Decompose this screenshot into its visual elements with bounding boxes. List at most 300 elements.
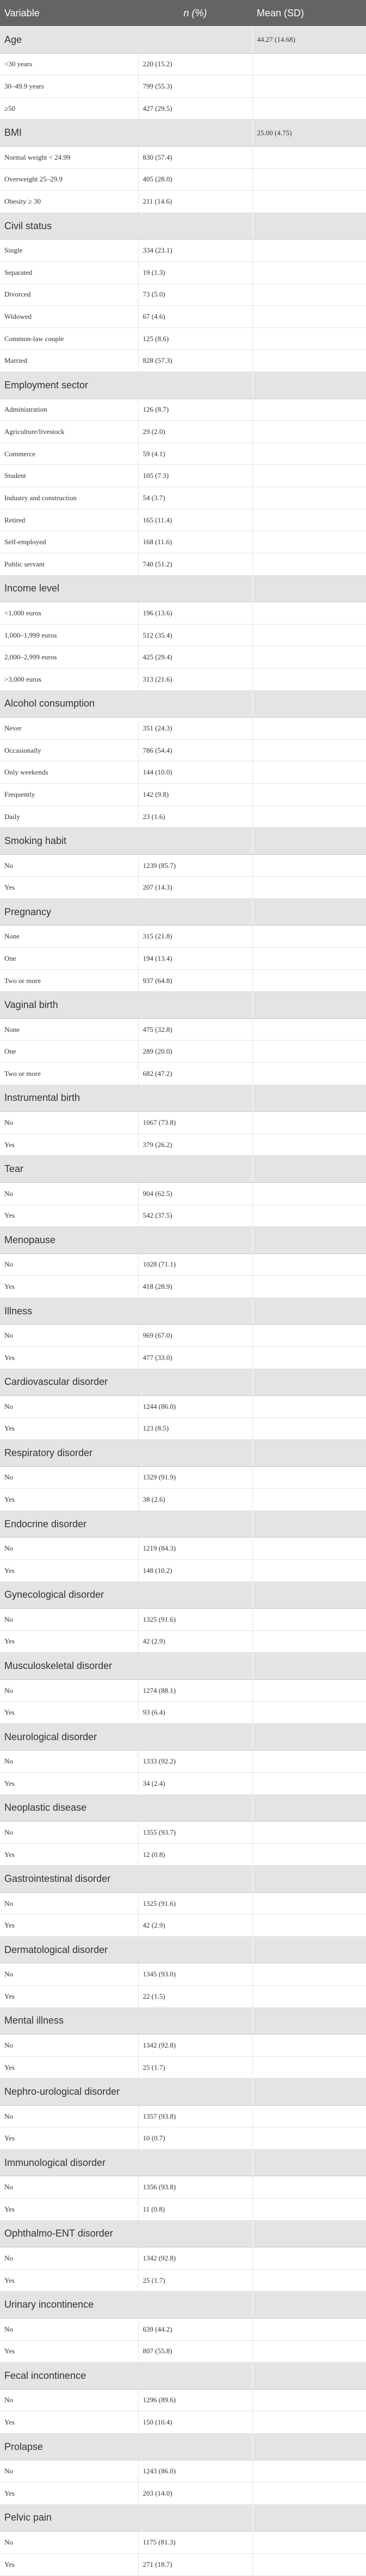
- row-count-percent: 1355 (93.7): [138, 1822, 252, 1844]
- row-count-percent: 740 (51.2): [138, 553, 252, 576]
- row-mean-sd-empty: [252, 327, 366, 350]
- section-title: Civil status: [0, 212, 252, 239]
- row-label: Yes: [0, 2199, 138, 2221]
- row-mean-sd-empty: [252, 761, 366, 784]
- row-label: Divorced: [0, 284, 138, 306]
- section-header-row: [0, 2363, 366, 2389]
- row-mean-sd-empty: [252, 948, 366, 970]
- table-row: [0, 240, 366, 262]
- table-row: [0, 2553, 366, 2575]
- row-label: Yes: [0, 1205, 138, 1227]
- section-mean-sd: [252, 1937, 366, 1963]
- section-title: Income level: [0, 575, 252, 602]
- row-count-percent: 125 (8.6): [138, 327, 252, 350]
- section-mean-sd: 44.27 (14.68): [252, 27, 366, 53]
- row-count-percent: 220 (15.2): [138, 53, 252, 75]
- row-mean-sd-empty: [252, 1346, 366, 1369]
- row-label: Yes: [0, 1489, 138, 1511]
- section-header-row: [0, 1227, 366, 1254]
- row-count-percent: 379 (26.2): [138, 1133, 252, 1156]
- row-mean-sd-empty: [252, 1986, 366, 2008]
- table-row: [0, 1346, 366, 1369]
- table-row: [0, 1276, 366, 1298]
- row-count-percent: 1342 (92.8): [138, 2035, 252, 2057]
- row-label: No: [0, 1325, 138, 1347]
- row-label: Agriculture/livestock: [0, 421, 138, 443]
- row-count-percent: 1329 (91.9): [138, 1466, 252, 1489]
- row-label: Retired: [0, 509, 138, 531]
- section-title: Tear: [0, 1156, 252, 1182]
- row-count-percent: 203 (14.0): [138, 2482, 252, 2504]
- row-count-percent: 828 (57.3): [138, 350, 252, 372]
- section-header-row: [0, 119, 366, 146]
- table-row: [0, 602, 366, 625]
- table-row: [0, 261, 366, 284]
- section-title: Neoplastic disease: [0, 1794, 252, 1821]
- row-label: Only weekends: [0, 761, 138, 784]
- section-title: Cardiovascular disorder: [0, 1369, 252, 1395]
- table-row: [0, 443, 366, 465]
- table-row: [0, 854, 366, 877]
- table-row: [0, 1630, 366, 1653]
- section-header-row: [0, 899, 366, 925]
- row-count-percent: 1067 (73.8): [138, 1112, 252, 1134]
- table-row: [0, 306, 366, 328]
- row-label: No: [0, 1538, 138, 1560]
- table-row: [0, 421, 366, 443]
- section-header-row: [0, 1866, 366, 1892]
- row-mean-sd-empty: [252, 1630, 366, 1653]
- section-title: Fecal incontinence: [0, 2363, 252, 2389]
- section-title: Respiratory disorder: [0, 1440, 252, 1466]
- row-count-percent: 542 (37.5): [138, 1205, 252, 1227]
- section-mean-sd: [252, 2433, 366, 2460]
- table-row: [0, 2482, 366, 2504]
- section-title: Prolapse: [0, 2433, 252, 2460]
- row-label: One: [0, 1041, 138, 1063]
- row-label: Yes: [0, 1843, 138, 1866]
- section-mean-sd: [252, 828, 366, 854]
- row-label: Self-employed: [0, 531, 138, 553]
- section-header-row: [0, 1085, 366, 1111]
- table-row: [0, 969, 366, 992]
- row-mean-sd-empty: [252, 2553, 366, 2575]
- row-label: No: [0, 1608, 138, 1630]
- section-header-row: [0, 1794, 366, 1821]
- row-label: <30 years: [0, 53, 138, 75]
- section-header-row: [0, 2220, 366, 2247]
- section-title: Alcohol consumption: [0, 690, 252, 717]
- table-row: [0, 2035, 366, 2057]
- row-count-percent: 23 (1.6): [138, 805, 252, 828]
- section-header-row: [0, 1369, 366, 1395]
- section-header-row: [0, 1156, 366, 1182]
- row-mean-sd-empty: [252, 53, 366, 75]
- row-label: No: [0, 1466, 138, 1489]
- row-count-percent: 1356 (93.8): [138, 2176, 252, 2199]
- table-row: [0, 739, 366, 761]
- table-row: [0, 761, 366, 784]
- section-mean-sd: [252, 1866, 366, 1892]
- row-count-percent: 351 (24.3): [138, 717, 252, 740]
- section-title: Vaginal birth: [0, 992, 252, 1018]
- row-label: Occasionally: [0, 739, 138, 761]
- row-count-percent: 405 (28.0): [138, 168, 252, 191]
- table-row: [0, 1325, 366, 1347]
- row-mean-sd-empty: [252, 805, 366, 828]
- table-row: [0, 168, 366, 191]
- row-count-percent: 194 (13.4): [138, 948, 252, 970]
- table-row: [0, 2127, 366, 2150]
- row-mean-sd-empty: [252, 1276, 366, 1298]
- row-count-percent: 1296 (89.6): [138, 2389, 252, 2411]
- row-mean-sd-empty: [252, 717, 366, 740]
- row-count-percent: 830 (57.4): [138, 146, 252, 168]
- row-count-percent: 904 (62.5): [138, 1182, 252, 1205]
- row-mean-sd-empty: [252, 1325, 366, 1347]
- row-count-percent: 289 (20.0): [138, 1041, 252, 1063]
- table-row: [0, 191, 366, 213]
- table-row: [0, 1489, 366, 1511]
- row-mean-sd-empty: [252, 877, 366, 899]
- header-n-percent: n (%): [138, 0, 252, 27]
- row-count-percent: 334 (23.1): [138, 240, 252, 262]
- row-label: Yes: [0, 1773, 138, 1795]
- table-row: [0, 1702, 366, 1724]
- row-mean-sd-empty: [252, 2269, 366, 2291]
- row-label: No: [0, 2318, 138, 2340]
- table-row: [0, 509, 366, 531]
- section-header-row: [0, 1440, 366, 1466]
- section-title: Illness: [0, 1298, 252, 1324]
- row-label: 30–49.9 years: [0, 75, 138, 98]
- row-count-percent: 475 (32.8): [138, 1018, 252, 1041]
- table-row: [0, 1963, 366, 1986]
- row-mean-sd-empty: [252, 465, 366, 487]
- section-title: Nephro-urological disorder: [0, 2079, 252, 2105]
- table-row: [0, 2411, 366, 2434]
- row-label: No: [0, 1822, 138, 1844]
- table-row: [0, 2460, 366, 2483]
- section-header-row: [0, 1723, 366, 1750]
- section-mean-sd: [252, 1582, 366, 1608]
- row-label: No: [0, 1112, 138, 1134]
- table-row: [0, 1679, 366, 1702]
- section-header-row: [0, 828, 366, 854]
- section-title: Smoking habit: [0, 828, 252, 854]
- section-header-row: [0, 992, 366, 1018]
- row-mean-sd-empty: [252, 1559, 366, 1582]
- section-mean-sd: [252, 992, 366, 1018]
- row-mean-sd-empty: [252, 1773, 366, 1795]
- section-mean-sd: [252, 1440, 366, 1466]
- section-title: Urinary incontinence: [0, 2291, 252, 2318]
- section-header-row: [0, 2504, 366, 2531]
- row-mean-sd-empty: [252, 1418, 366, 1440]
- section-header-row: [0, 212, 366, 239]
- table-row: [0, 465, 366, 487]
- table-row: [0, 75, 366, 98]
- row-label: Yes: [0, 2482, 138, 2504]
- table-row: [0, 2531, 366, 2553]
- row-count-percent: 682 (47.2): [138, 1063, 252, 1085]
- table-row: [0, 784, 366, 806]
- header-variable: Variable: [0, 0, 138, 27]
- row-mean-sd-empty: [252, 2531, 366, 2553]
- row-label: Overweight 25–29.9: [0, 168, 138, 191]
- section-mean-sd: [252, 2007, 366, 2034]
- table-row: [0, 1182, 366, 1205]
- table-row: [0, 1822, 366, 1844]
- section-mean-sd: [252, 2150, 366, 2176]
- table-row: [0, 877, 366, 899]
- row-mean-sd-empty: [252, 602, 366, 625]
- row-label: Frequently: [0, 784, 138, 806]
- row-mean-sd-empty: [252, 2482, 366, 2504]
- header-mean-sd: Mean (SD): [252, 0, 366, 27]
- row-label: Widowed: [0, 306, 138, 328]
- row-label: Yes: [0, 1133, 138, 1156]
- row-label: No: [0, 854, 138, 877]
- row-count-percent: 418 (28.9): [138, 1276, 252, 1298]
- table-row: [0, 2269, 366, 2291]
- row-mean-sd-empty: [252, 2460, 366, 2483]
- row-mean-sd-empty: [252, 624, 366, 646]
- row-mean-sd-empty: [252, 261, 366, 284]
- table-row: [0, 2056, 366, 2079]
- row-mean-sd-empty: [252, 925, 366, 948]
- row-mean-sd-empty: [252, 1822, 366, 1844]
- section-mean-sd: [252, 575, 366, 602]
- section-mean-sd: 25.00 (4.75): [252, 119, 366, 146]
- row-count-percent: 25 (1.7): [138, 2269, 252, 2291]
- row-mean-sd-empty: [252, 421, 366, 443]
- table-row: [0, 2176, 366, 2199]
- row-label: Yes: [0, 1276, 138, 1298]
- section-header-row: [0, 2007, 366, 2034]
- row-mean-sd-empty: [252, 1750, 366, 1773]
- section-title: Mental illness: [0, 2007, 252, 2034]
- section-mean-sd: [252, 2363, 366, 2389]
- table-row: [0, 1063, 366, 1085]
- row-label: Yes: [0, 2127, 138, 2150]
- table-row: [0, 146, 366, 168]
- row-count-percent: 165 (11.4): [138, 509, 252, 531]
- row-mean-sd-empty: [252, 1702, 366, 1724]
- row-count-percent: 271 (18.7): [138, 2553, 252, 2575]
- row-count-percent: 59 (4.1): [138, 443, 252, 465]
- row-label: No: [0, 2247, 138, 2270]
- row-label: No: [0, 2389, 138, 2411]
- table-row: [0, 2340, 366, 2363]
- section-mean-sd: [252, 1085, 366, 1111]
- section-header-row: [0, 1582, 366, 1608]
- row-count-percent: 512 (35.4): [138, 624, 252, 646]
- row-count-percent: 34 (2.4): [138, 1773, 252, 1795]
- section-mean-sd: [252, 2079, 366, 2105]
- table-row: [0, 1914, 366, 1937]
- row-count-percent: 1219 (84.3): [138, 1538, 252, 1560]
- row-label: No: [0, 1679, 138, 1702]
- row-count-percent: 786 (54.4): [138, 739, 252, 761]
- section-title: Gynecological disorder: [0, 1582, 252, 1608]
- table-row: [0, 1018, 366, 1041]
- row-mean-sd-empty: [252, 553, 366, 576]
- row-mean-sd-empty: [252, 784, 366, 806]
- row-count-percent: 639 (44.2): [138, 2318, 252, 2340]
- row-count-percent: 799 (55.3): [138, 75, 252, 98]
- section-mean-sd: [252, 1369, 366, 1395]
- row-mean-sd-empty: [252, 509, 366, 531]
- section-title: Gastrointestinal disorder: [0, 1866, 252, 1892]
- table-row: [0, 284, 366, 306]
- row-count-percent: 477 (33.0): [138, 1346, 252, 1369]
- section-title: Musculoskeletal disorder: [0, 1653, 252, 1679]
- row-mean-sd-empty: [252, 1182, 366, 1205]
- table-row: [0, 2247, 366, 2270]
- table-row: [0, 2199, 366, 2221]
- section-header-row: [0, 1298, 366, 1324]
- row-mean-sd-empty: [252, 2340, 366, 2363]
- row-count-percent: 148 (10.2): [138, 1559, 252, 1582]
- row-label: No: [0, 2531, 138, 2553]
- row-label: >3,000 euros: [0, 669, 138, 691]
- table-row: [0, 717, 366, 740]
- row-count-percent: 1244 (86.0): [138, 1395, 252, 1418]
- row-mean-sd-empty: [252, 2105, 366, 2127]
- row-count-percent: 19 (1.3): [138, 261, 252, 284]
- row-label: Industry and construction: [0, 487, 138, 509]
- row-count-percent: 1345 (93.0): [138, 1963, 252, 1986]
- row-count-percent: 11 (0.8): [138, 2199, 252, 2221]
- row-mean-sd-empty: [252, 2176, 366, 2199]
- row-mean-sd-empty: [252, 284, 366, 306]
- row-mean-sd-empty: [252, 1041, 366, 1063]
- row-label: Yes: [0, 1630, 138, 1653]
- row-mean-sd-empty: [252, 531, 366, 553]
- table-row: [0, 399, 366, 421]
- row-label: Yes: [0, 1986, 138, 2008]
- table-row: [0, 2105, 366, 2127]
- row-mean-sd-empty: [252, 2318, 366, 2340]
- row-mean-sd-empty: [252, 2247, 366, 2270]
- row-count-percent: 93 (6.4): [138, 1702, 252, 1724]
- row-label: No: [0, 1892, 138, 1914]
- row-count-percent: 1243 (86.0): [138, 2460, 252, 2483]
- section-title: BMI: [0, 119, 252, 146]
- row-count-percent: 25 (1.7): [138, 2056, 252, 2079]
- table-row: [0, 1466, 366, 1489]
- row-label: No: [0, 1395, 138, 1418]
- table-row: [0, 1133, 366, 1156]
- table-row: [0, 669, 366, 691]
- section-title: Endocrine disorder: [0, 1510, 252, 1537]
- row-count-percent: 1175 (81.3): [138, 2531, 252, 2553]
- table-row: [0, 1608, 366, 1630]
- row-mean-sd-empty: [252, 669, 366, 691]
- row-mean-sd-empty: [252, 240, 366, 262]
- section-title: Employment sector: [0, 372, 252, 399]
- table-row: [0, 1254, 366, 1276]
- row-mean-sd-empty: [252, 2389, 366, 2411]
- section-mean-sd: [252, 2291, 366, 2318]
- row-mean-sd-empty: [252, 2056, 366, 2079]
- row-label: Administration: [0, 399, 138, 421]
- row-mean-sd-empty: [252, 2035, 366, 2057]
- row-mean-sd-empty: [252, 487, 366, 509]
- row-label: Married: [0, 350, 138, 372]
- row-count-percent: 150 (10.4): [138, 2411, 252, 2434]
- table-row: [0, 327, 366, 350]
- table-row: [0, 1538, 366, 1560]
- row-count-percent: 22 (1.5): [138, 1986, 252, 2008]
- row-count-percent: 969 (67.0): [138, 1325, 252, 1347]
- row-count-percent: 142 (9.8): [138, 784, 252, 806]
- section-title: Dermatological disorder: [0, 1937, 252, 1963]
- row-label: Yes: [0, 2553, 138, 2575]
- row-label: No: [0, 1254, 138, 1276]
- table-row: [0, 2318, 366, 2340]
- table-row: [0, 1773, 366, 1795]
- row-mean-sd-empty: [252, 443, 366, 465]
- section-mean-sd: [252, 1794, 366, 1821]
- row-count-percent: 144 (10.0): [138, 761, 252, 784]
- section-header-row: [0, 2079, 366, 2105]
- row-count-percent: 67 (4.6): [138, 306, 252, 328]
- table-row: [0, 1559, 366, 1582]
- table-row: [0, 1041, 366, 1063]
- row-mean-sd-empty: [252, 399, 366, 421]
- row-mean-sd-empty: [252, 1608, 366, 1630]
- section-header-row: [0, 1510, 366, 1537]
- row-mean-sd-empty: [252, 1538, 366, 1560]
- row-count-percent: 1325 (91.6): [138, 1892, 252, 1914]
- row-mean-sd-empty: [252, 1489, 366, 1511]
- row-mean-sd-empty: [252, 2411, 366, 2434]
- row-label: Yes: [0, 2340, 138, 2363]
- row-mean-sd-empty: [252, 1205, 366, 1227]
- row-count-percent: 105 (7.3): [138, 465, 252, 487]
- row-label: Single: [0, 240, 138, 262]
- row-mean-sd-empty: [252, 1963, 366, 1986]
- section-header-row: [0, 2433, 366, 2460]
- row-mean-sd-empty: [252, 739, 366, 761]
- row-label: 2,000–2,999 euros: [0, 646, 138, 669]
- row-count-percent: 425 (29.4): [138, 646, 252, 669]
- row-count-percent: 168 (11.6): [138, 531, 252, 553]
- row-count-percent: 12 (0.8): [138, 1843, 252, 1866]
- row-mean-sd-empty: [252, 1063, 366, 1085]
- section-header-row: [0, 1937, 366, 1963]
- row-count-percent: 196 (13.6): [138, 602, 252, 625]
- row-count-percent: 1333 (92.2): [138, 1750, 252, 1773]
- row-label: No: [0, 1182, 138, 1205]
- table-row: [0, 487, 366, 509]
- section-mean-sd: [252, 372, 366, 399]
- row-count-percent: 1325 (91.6): [138, 1608, 252, 1630]
- section-header-row: [0, 575, 366, 602]
- row-mean-sd-empty: [252, 306, 366, 328]
- row-count-percent: 1239 (85.7): [138, 854, 252, 877]
- row-label: One: [0, 948, 138, 970]
- section-header-row: [0, 372, 366, 399]
- row-label: No: [0, 2105, 138, 2127]
- row-label: No: [0, 2035, 138, 2057]
- row-label: No: [0, 1963, 138, 1986]
- section-mean-sd: [252, 1227, 366, 1254]
- row-count-percent: 1357 (93.8): [138, 2105, 252, 2127]
- section-mean-sd: [252, 2220, 366, 2247]
